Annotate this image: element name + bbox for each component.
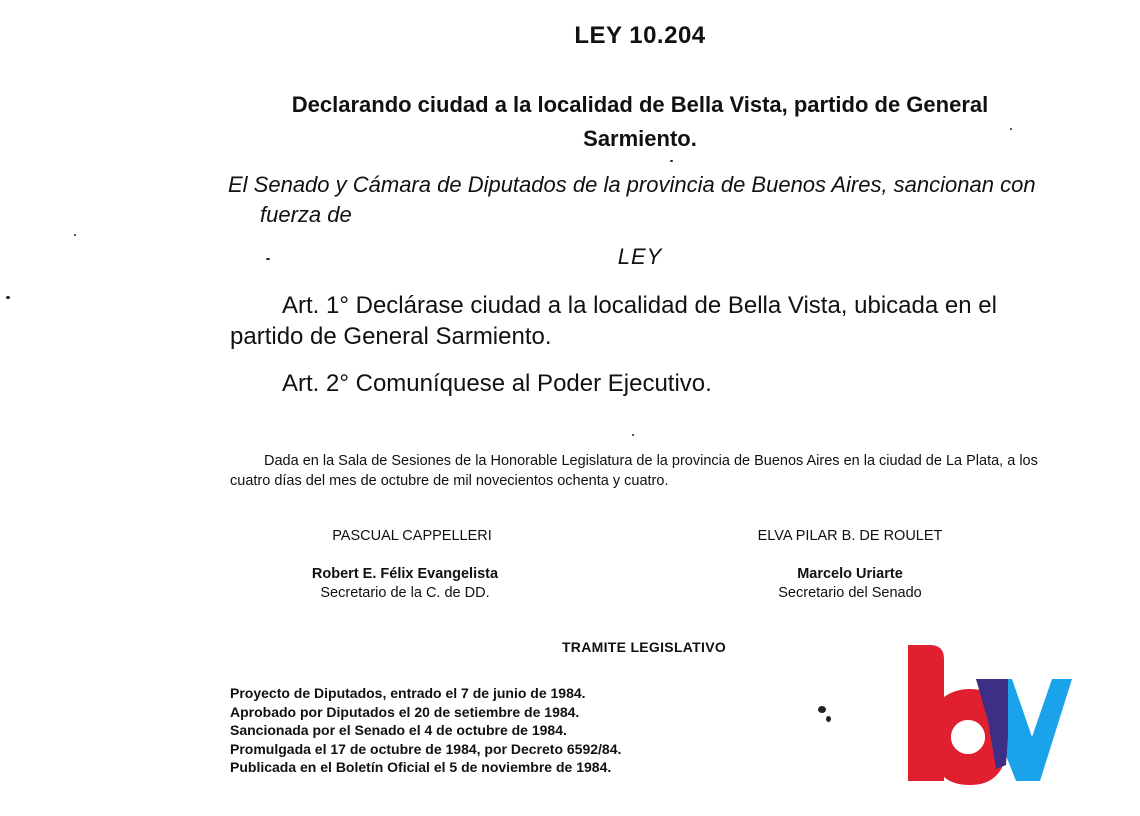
scan-speck [266, 258, 270, 260]
signature-secretary-senado [740, 565, 960, 603]
secretary-senado-title: Secretario del Senado [778, 585, 922, 601]
signature-president-senado: ELVA PILAR B. DE ROULET [757, 528, 943, 544]
secretary-diputados-name: Robert E. Félix Evangelista [311, 566, 499, 582]
signature-president-diputados: PASCUAL CAPPELLERI [332, 528, 492, 544]
scan-speck [670, 160, 673, 162]
ley-heading: LEY [617, 244, 663, 269]
law-title: LEY 10.204 [574, 22, 706, 49]
secretary-senado-name: Marcelo Uriarte [797, 566, 903, 582]
scan-speck [1010, 128, 1012, 130]
scan-speck [74, 234, 76, 236]
bv-logo-b-counter-front [951, 720, 985, 754]
tramite-item-promulgada: Promulgada el 17 de octubre de 1984, por Decreto 6592/84. [230, 740, 622, 757]
tramite-heading: TRAMITE LEGISLATIVO [561, 639, 727, 655]
scan-speck [632, 434, 634, 436]
bv-logo [908, 645, 1072, 785]
scan-speck [818, 706, 826, 713]
tramite-list [230, 684, 621, 777]
tramite-item-aprobado: Aprobado por Diputados el 20 de setiembre de 1984. [230, 703, 580, 720]
secretary-diputados-title: Secretario de la C. de DD. [320, 585, 490, 601]
scan-speck [826, 716, 831, 722]
article-1: Art. 1° Declárase ciudad a la localidad de Bella Vista, ubicada en el partido de General Sarmiento. [230, 292, 997, 350]
tramite-item-proyecto: Proyecto de Diputados, entrado el 7 de junio de 1984. [230, 685, 586, 701]
tramite-item-publicada: Publicada en el Boletín Oficial el 5 de noviembre de 1984. [230, 759, 612, 775]
enacting-clause: El Senado y Cámara de Diputados de la provincia de Buenos Aires, sancionan con fuerza de [228, 172, 1036, 227]
signature-secretary-diputados [290, 565, 520, 603]
scan-speck [6, 296, 10, 299]
tramite-item-sancionada: Sancionada por el Senado el 4 de octubre de 1984. [230, 722, 567, 738]
article-2: Art. 2° Comuníquese al Poder Ejecutivo. [282, 370, 712, 397]
given-clause: Dada en la Sala de Sesiones de la Honorable Legislatura de la provincia de Buenos Aires en la ciudad de La Plata, a los cuatro días del mes de octubre de mil novecientos ochenta y cuatro. [230, 453, 1038, 489]
law-subtitle: Declarando ciudad a la localidad de Bella Vista, partido de General Sarmiento. [291, 92, 989, 151]
